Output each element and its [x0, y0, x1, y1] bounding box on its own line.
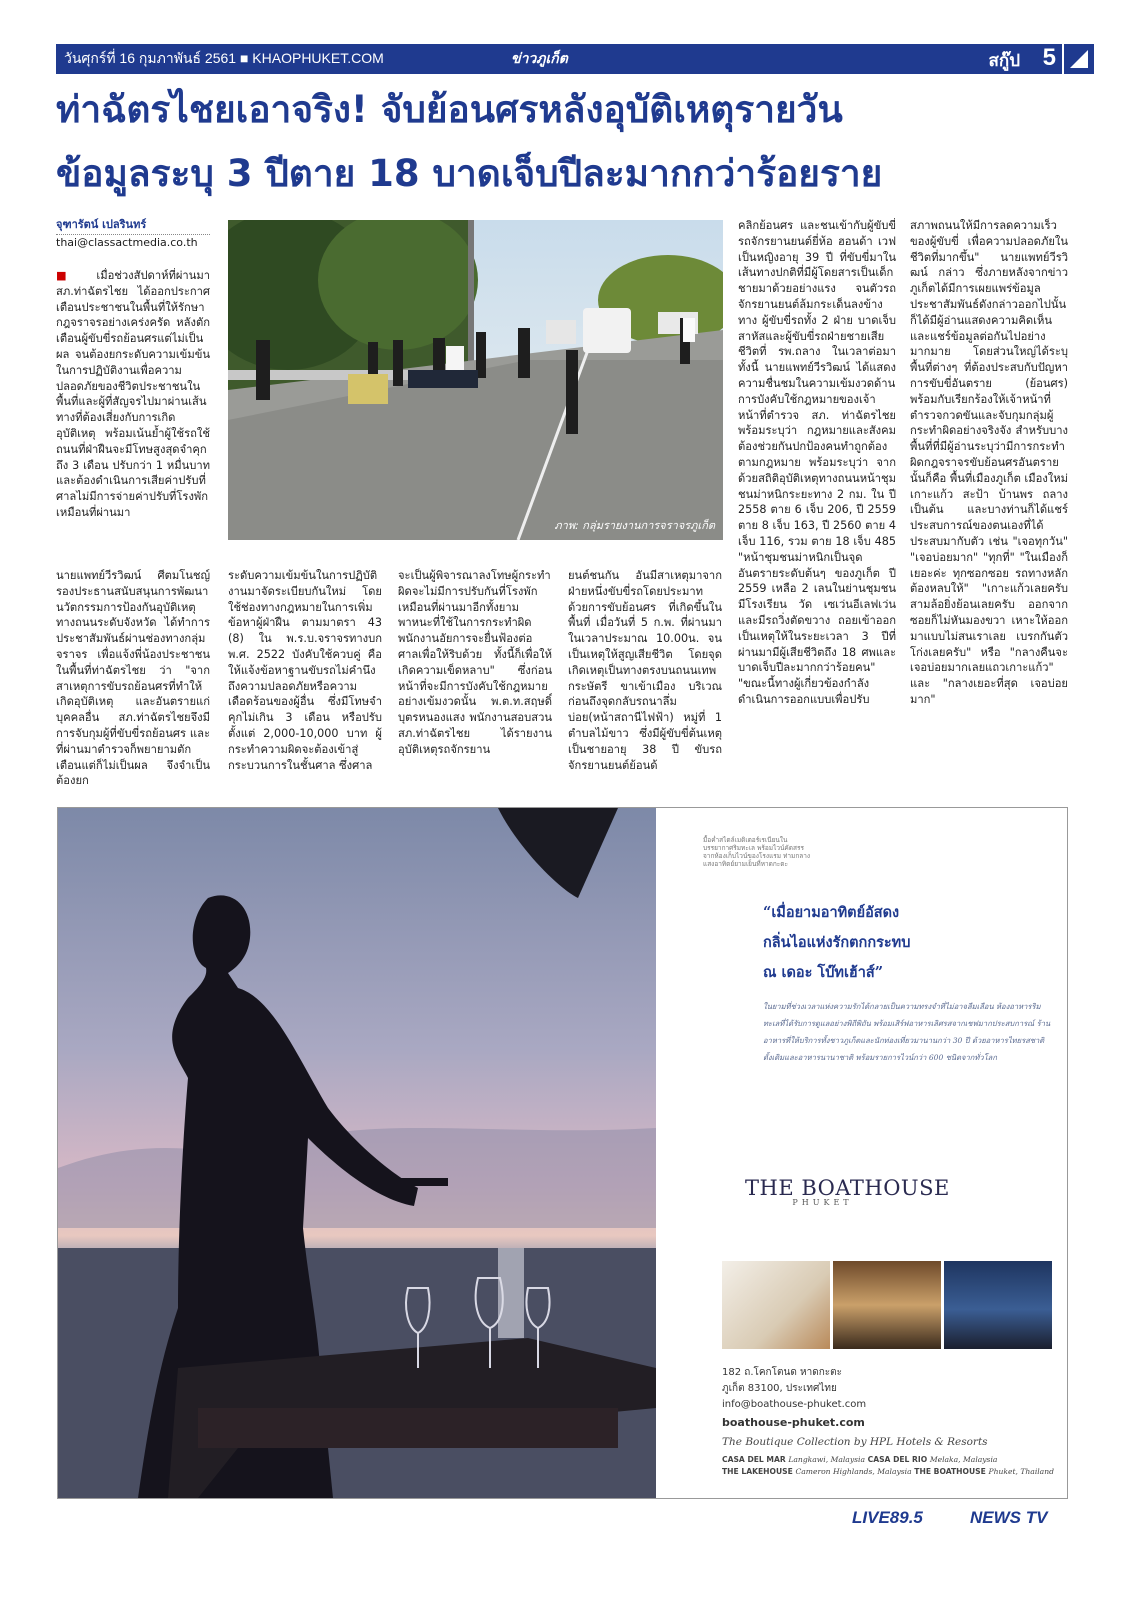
article-text: นายแพทย์วีรวิฒน์ ศีตมโนชญ์ รองประธานสนับสนุนการพัฒนานวัตกรรมการป้องกันอุบัติเหตุทางถนนระดับจังหวัด ได้ทำการประชาสัมพันธ์ผ่านช่องทางกลุ่มจราจร เพื่อแจ้งพี่น้องประชาชนในพื้นที่ท่าฉัตรไชย ว่า "จากสาเหตุการขับรถย้อนศรที่ทำให้เกิดอุบัติเหตุ และอันตรายแก่บุคคลอื่น สภ.ท่าฉัตรไชยจึงมีการจับกุมผู้ที่ขับขี่รถย้อนศร และ ที่ผ่านมาตำรวจก็พยายามตักเตือนแต่ก็ไม่เป็นผล จึงจำเป็นต้องยก: [56, 569, 210, 788]
brand-location: PHUKET: [792, 1198, 853, 1207]
building-exterior-thumbnail: [944, 1261, 1052, 1349]
ad-hotel-list: [722, 1454, 1062, 1478]
hotel-name: CASA DEL RIO: [867, 1455, 928, 1464]
hotel-name: THE BOATHOUSE: [914, 1467, 986, 1476]
ad-thumbnail-strip: [722, 1261, 1052, 1349]
ad-quote-line: ณ เดอะ โบ๊ทเฮ้าส์”: [763, 964, 884, 981]
brand-name: THE BOATHOUSE: [745, 1176, 950, 1200]
article-text: ยนต์ชนกัน อันมีสาเหตุมาจากฝ่ายหนึ่งขับขี่รถโดยประมาทด้วยการขับย้อนศร ที่เกิดขึ้นในพื้นที่ เมื่อวันที่ 5 ก.พ. ที่ผ่านมา ในเวลาประมาณ 10.00น. จนเป็นเหตุให้สูญเสียชีวิต โดยจุดเกิดเหตุเป็นทางตรงบนถนนเทพกระษัตรี ขาเข้าเมือง บริเวณก่อนถึงจุดกลับรถนาลึ่มบ่อย(หน้าสถานีไฟฟ้า) หมู่ที่ 1 ตำบลไม้ขาว ซึ่งมีผู้ขับขี่ต้นเหตุเป็นชายอายุ 38 ปี ขับรถจักรยานยนต์ย้อนด้: [568, 569, 722, 772]
author-email: thai@classactmedia.co.th: [56, 236, 198, 249]
ad-sunset-photo: [58, 808, 656, 1498]
article-text: เมื่อช่วงสัปดาห์ที่ผ่านมา สภ.ท่าฉัตรไชย ได้ออกประกาศเตือนประชาชนในพื้นที่ให้รักษากฎจราจรอย่างเคร่งครัด หลังตักเตือนผู้ขับขี่รถย้อนศรแต่ไม่เป็นผล จนต้องยกระดับความเข้มข้นในการปฏิบัติงานเพื่อความปลอดภัยของชีวิตประชาชนในพื้นที่และผู้ที่สัญจรไปมาผ่านเส้นทางที่ต้องเสี่ยงกับการเกิดอุบัติเหตุ พร้อมเน้นย้ำผู้ใช้รถใช้ถนนที่ฝ่าฝืนจะมีโทษสูงสุดจำคุกถึง 3 เดือน ปรับกว่า 1 หมื่นบาท และต้องดำเนินการเสียค่าปรับที่ศาลไม่มีการจ่ายค่าปรับที่โรงพักเหมือนที่ผ่านมา: [56, 269, 210, 519]
corner-arrow-icon: [1064, 44, 1094, 74]
news-tv-logo: NEWS TV: [970, 1508, 1048, 1527]
headline-line-2: ข้อมูลระบุ 3 ปีตาย 18 บาดเจ็บปีละมากกว่าร้อยราย: [56, 152, 883, 195]
boathouse-logo: [745, 1176, 955, 1207]
article-text: จะเป็นผู้พิจารณาลงโทษผู้กระทำผิดจะไม่มีการปรับกันที่โรงพักเหมือนที่ผ่านมาอีกทั้งยามพาหนะที่ใช้ในการกระทำผิดพนักงานอัยการจะยื่นฟ้องต่อศาลเพื่อให้ริบด้วย ทั้งนี้ก็เพื่อให้เกิดความเข็ดหลาบ" ซึ่งก่อนหน้าที่จะมีการบังคับใช้กฎหมายอย่างเข้มงวดนั้น พ.ต.ท.สฤษดิ์ บุตรหนองแสง พนักงานสอบสวน สภ.ท่าฉัตรไชย ได้รายงานอุบัติเหตุรถจักรยาน: [398, 569, 552, 756]
article-column-2: [228, 568, 382, 808]
ad-body-text: ในยามที่ช่วงเวลาแห่งความรักได้กลายเป็นความทรงจำที่ไม่อาจลืมเลือน ห้องอาหารริมทะเลที่ได้รับการดูแลอย่างพิถีพิถัน พร้อมเสิร์ฟอาหารเลิศรสจากเชฟมากประสบการณ์ ร้านอาหารที่ให้บริการทั้งชาวภูเก็ตและนักท่องเที่ยวมานานกว่า 30 ปี ด้วยอาหารไทยรสชาติดั้งเดิมและอาหารนานาชาติ พร้อมรายการไวน์กว่า 600 ชนิดจากทั่วโลก: [763, 1002, 1051, 1062]
section-name: สกู๊ป: [988, 51, 1020, 70]
waitress-silhouette-image: [58, 808, 656, 1498]
article-column-1-bottom: [56, 568, 210, 808]
ad-address: [722, 1365, 1022, 1413]
masthead-logo: ข่าวภูเก็ต: [511, 50, 568, 66]
restaurant-interior-thumbnail: [833, 1261, 941, 1349]
live-radio-logo: LIVE89.5: [852, 1508, 923, 1527]
article-column-4-bottom: [568, 568, 722, 808]
ad-email: info@boathouse-phuket.com: [722, 1399, 867, 1410]
boathouse-advertisement: [57, 807, 1068, 1499]
ad-copy-area: [703, 808, 1053, 1498]
photo-credit: ภาพ: กลุ่มรายงานการจราจรภูเก็ต: [554, 519, 715, 532]
food-thumbnail: [722, 1261, 830, 1349]
ad-website: boathouse-phuket.com: [722, 1416, 865, 1429]
ad-quote-line: กลิ่นไอแห่งรักตกกระทบ: [763, 934, 911, 951]
ad-collection: The Boutique Collection by HPL Hotels & Resorts: [722, 1436, 988, 1448]
article-text: ระดับความเข้มข้นในการปฏิบัติงานมาจัดระเบียบกันใหม่ โดยใช้ช่องทางกฎหมายในการเพิ่มข้อหาผู้ฝ่าฝืน ตามมาตรา 43 (8) ใน พ.ร.บ.จราจรทางบก พ.ศ. 2522 บังคับใช้ควบคู่ คือให้แจ้งข้อหาฐานขับรถไม่คำนึงถึงความปลอดภัยหรือความเดือดร้อนของผู้อื่น ซึ่งมีโทษจำคุกไม่เกิน 3 เดือน หรือปรับตั้งแต่ 2,000-10,000 บาท ผู้กระทำความผิดจะต้องเข้าสู่กระบวนการในชั้นศาล ซึ่งศาล: [228, 569, 382, 772]
article-column-5: [910, 218, 1068, 808]
hotel-name: CASA DEL MAR: [722, 1455, 786, 1464]
accident-photo-image: [228, 220, 723, 540]
headline-line-1: ท่าฉัตรไชยเอาจริง! จับย้อนศรหลังอุบัติเหตุรายวัน: [56, 88, 843, 131]
ad-quote: [763, 898, 1023, 988]
article-column-4-top: [738, 218, 896, 808]
address-line: ภูเก็ต 83100, ประเทศไทย: [722, 1383, 837, 1394]
accident-scene-photo: [228, 220, 723, 540]
byline-divider: [56, 234, 210, 235]
ad-small-caption: มื้อค่ำสไตล์เมดิเตอร์เรเนียนในบรรยากาศริมทะเล พร้อมไวน์คัดสรรจากห้องเก็บไวน์ของโรงแรม ท่ามกลางแสงอาทิตย์ยามเย็นที่หาดกะตะ: [703, 836, 811, 868]
article-column-1-top: [56, 268, 210, 562]
ad-quote-line: “เมื่อยามอาทิตย์อัสดง: [763, 904, 900, 921]
author-name: จุฑารัตน์ เปลรินทร์: [56, 218, 147, 231]
byline: [56, 218, 210, 250]
hotel-location: Melaka, Malaysia: [929, 1455, 998, 1464]
article-column-3: [398, 568, 552, 808]
page-header-bar: [56, 44, 1062, 74]
hotel-location: Cameron Highlands, Malaysia: [795, 1467, 912, 1476]
paragraph-bullet-icon: ■: [56, 269, 97, 282]
hotel-location: Phuket, Thailand: [988, 1467, 1054, 1476]
address-line: 182 ถ.โคกโตนด หาดกะตะ: [722, 1367, 842, 1378]
article-text: คลิกย้อนศร และชนเข้ากับผู้ขับขี่รถจักรยานยนต์ยี่ห้อ ฮอนด้า เวฟ เป็นหญิงอายุ 39 ปี ที่ขับขี่มาในเส้นทางปกติที่มีผู้โดยสารเป็นเด็กชายมาด้วยอย่างแรง จนตัวรถจักรยานยนต์ล้มกระเด็นลงข้างทาง ผู้ขับขี่รถทั้ง 2 ฝ่าย บาดเจ็บสาหัสและผู้ขับขี่รถฝ่ายชายเสียชีวิตที่ รพ.ถลาง ในเวลาต่อมา ทั้งนี้ นายแพทย์วีรวิฒน์ ได้แสดงความชื่นชมในความเข้มงวดด้านการบังคับใช้กฎหมายของเจ้าหน้าที่ตำรวจ สภ. ท่าฉัตรไชย พร้อมระบุว่า กฎหมายและสังคมต้องช่วยกันปกป้องคนทำถูกต้องตามกฎหมาย พร้อมระบุว่า จากด้วยสถิติอุบัติเหตุทางถนนหน้าชุมชนม่าหนิกระยะทาง 2 กม. ใน ปี 2558 ตาย 6 เจ็บ 206, ปี 2559 ตาย 8 เจ็บ 163, ปี 2560 ตาย 4 เจ็บ 116, รวม ตาย 18 เจ็บ 485 "หน้าชุมชนม่าหนิกเป็นจุดอันตรายระดับต้นๆ ของภูเก็ต ปี 2559 เหลือ 2 เลนในย่านชุมชน มีโรงเรียน วัด เซเว่นอีเลฟเว่น และมีรถวิ่งตัดขวาง ถอยเข้าออก เป็นเหตุให้ในระยะเวลา 3 ปีที่ผ่านมามีผู้เสียชีวิตถึง 18 ศพและบาดเจ็บปีละมากกว่าร้อยคน" "ขณะนี้ทางผู้เกี่ยวข้องกำลังดำเนินการออกแบบเพื่อปรับ: [738, 219, 896, 706]
page-number: 5: [1042, 44, 1056, 71]
article-text: สภาพถนนให้มีการลดความเร็วของผู้ขับขี่ เพื่อความปลอดภัยในชีวิตที่มากขึ้น" นายแพทย์วีรวิฒน์ กล่าว ซึ่งภายหลังจากข่าวภูเก็ตได้มีการเผยแพร่ข้อมูลประชาสัมพันธ์ดังกล่าวออกไปนั้น ก็ได้มีผู้อ่านแสดงความคิดเห็นและแชร์ข้อมูลต่อกันไปอย่างมากมาย โดยส่วนใหญ่ได้ระบุพื้นที่ต่างๆ ที่ต้องประสบกับปัญหาการขับขี่อันตราย (ย้อนศร) พร้อมกับเรียกร้องให้เจ้าหน้าที่ตำรวจกวดขันและจับกุมกลุ่มผู้กระทำผิดอย่างจริงจัง สำหรับบางพื้นที่ที่มีผู้อ่านระบุว่ามีการกระทำผิดกฎจราจรขับย้อนศรอันตรายนั้นก็คือ พื้นที่เมืองภูเก็ต เมืองใหม่เกาะแก้ว สะป้า บ้านพร ถลาง เป็นต้น และบางท่านก็ได้แชร์ประสบการณ์ของตนเองที่ได้ประสบมากับตัว เช่น "เจอทุกวัน" "เจอบ่อยมาก" "ทุกที่" "ในเมืองก็เยอะค่ะ ทุกซอกซอย รถทางหลัก ต้องหลบให้" "เกาะแก้วเลยครับ สามล้อยิ่งย้อนเลยครับ ออกจากซอยก็ไม่หันมองขวา เหาะให้ออกมาแบบไม่สนเราเลย เบรกกันตัวโก่งเลยครับ" หรือ "กลางคืนจะเจอบ่อยมากเลยแถวเกาะแก้ว" และ "กลางเยอะที่สุด เจอบ่อยมาก": [910, 219, 1068, 706]
hotel-name: THE LAKEHOUSE: [722, 1467, 793, 1476]
hotel-location: Langkawi, Malaysia: [788, 1455, 865, 1464]
issue-date: วันศุกร์ที่ 16 กุมภาพันธ์ 2561 ■ KHAOPHUKET.COM: [64, 50, 384, 66]
